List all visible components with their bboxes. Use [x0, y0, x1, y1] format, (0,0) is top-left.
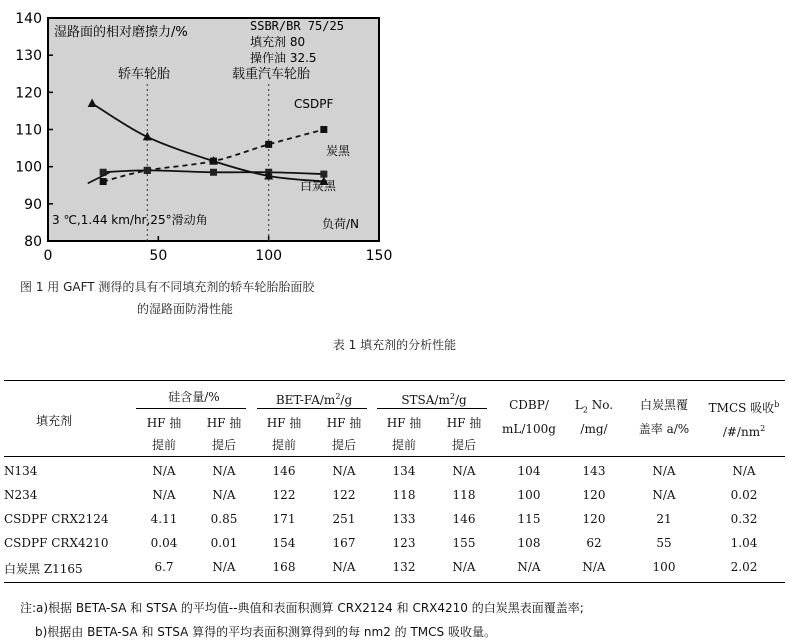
- row-label: CSDPF CRX2124: [4, 512, 109, 526]
- table-cell: 108: [517, 536, 541, 550]
- y-tick-label-110: 110: [15, 122, 42, 139]
- hf-after-2: 提后: [331, 438, 356, 452]
- table-cell: 104: [517, 464, 541, 478]
- table-bottom-rule: [4, 582, 785, 583]
- hf-label-2: HF 抽: [206, 416, 242, 430]
- hf-after-1: 提后: [211, 438, 236, 452]
- note-b: b)根据由 BETA-SA 和 STSA 算得的平均表面积测算得到的每 nm2 的 TMCS 吸收量。: [35, 625, 496, 639]
- figure: [0, 0, 400, 270]
- table-cell: 55: [656, 536, 672, 550]
- table-cell: 0.85: [210, 512, 238, 526]
- x-tick-label-50: 50: [149, 248, 168, 264]
- table-cell: 171: [272, 512, 296, 526]
- header-tmcs-2: $/\#/nm^2$: [722, 424, 766, 439]
- table-cell: 251: [332, 512, 356, 526]
- caption-line-1: 图 1 用 GAFT 测得的具有不同填充剂的轿车轮胎胎面胶: [20, 280, 315, 294]
- header-stsa: STSA/$m^2/g$: [401, 392, 467, 407]
- header-filler: 填充剂: [35, 414, 72, 428]
- car-tire-label: 轿车轮胎: [118, 67, 171, 82]
- x-tick-label-0: 0: [43, 248, 53, 264]
- table-cell: 155: [452, 536, 476, 550]
- table-cell: 0.04: [150, 536, 178, 550]
- hf-label-6: HF 抽: [446, 416, 482, 430]
- table-cell: 146: [272, 464, 296, 478]
- table-title: 表 1 填充剂的分析性能: [332, 338, 457, 352]
- note-a: 注:a)根据 BETA-SA 和 STSA 的平均值--典值和表面积测算 CRX2124 和 CRX4210 的白炭黑表面覆盖率;: [20, 601, 584, 615]
- table-cell: 0.32: [730, 512, 758, 526]
- table-cell: 1.04: [730, 536, 758, 550]
- friction-chart: [0, 0, 400, 270]
- series-1-point-1: [144, 167, 151, 174]
- table-cell: N/A: [732, 464, 756, 478]
- y-tick-label-140: 140: [15, 11, 42, 27]
- table-cell: 4.11: [150, 512, 178, 526]
- header-cover-2: 盖率 a/%: [638, 422, 690, 436]
- info-line-2: 填充剂 80: [250, 35, 306, 49]
- info-line-3: 操作油 32.5: [250, 51, 317, 65]
- table-notes: [20, 596, 789, 644]
- table-cell: N/A: [212, 488, 236, 502]
- table-cell: 167: [332, 536, 356, 550]
- x-tick-label-150: 150: [365, 248, 393, 264]
- table-cell: N/A: [212, 560, 236, 574]
- table-cell: N/A: [332, 560, 356, 574]
- table-cell: 122: [332, 488, 356, 502]
- row-label: CSDPF CRX4210: [4, 536, 109, 550]
- header-tmcs-1: TMCS 吸收$^b$: [708, 400, 780, 415]
- legend-silica: 白炭黑: [300, 179, 337, 193]
- series-0-point-3: [265, 141, 272, 148]
- table-cell: N/A: [517, 560, 541, 574]
- header-cover-1: 白炭黑覆: [639, 398, 688, 412]
- table-cell: 100: [517, 488, 541, 502]
- table-cell: 115: [517, 512, 541, 526]
- table-cell: 133: [392, 512, 416, 526]
- table-cell: 123: [392, 536, 416, 550]
- y-tick-label-80: 80: [24, 234, 42, 250]
- hf-label-5: HF 抽: [386, 416, 422, 430]
- table-cell: N/A: [212, 464, 236, 478]
- table-cell: 154: [272, 536, 296, 550]
- table-cell: 132: [392, 560, 416, 574]
- hf-before-1: 提前: [151, 438, 176, 452]
- hf-label-1: HF 抽: [146, 416, 182, 430]
- table-cell: 122: [272, 488, 296, 502]
- hf-before-2: 提前: [271, 438, 296, 452]
- series-0-point-4: [320, 126, 327, 133]
- table-cell: 100: [652, 560, 676, 574]
- table-cell: 118: [452, 488, 476, 502]
- table-cell: N/A: [152, 464, 176, 478]
- table-cell: 0.01: [210, 536, 238, 550]
- legend-carbon-black: 炭黑: [326, 144, 351, 158]
- y-tick-label-100: 100: [15, 159, 42, 176]
- header-l2-1: $L_2$ No.: [574, 398, 614, 415]
- caption-line-2: 的湿路面防滑性能: [137, 302, 234, 316]
- plot-title: 湿路面的相对磨擦力/%: [54, 25, 188, 40]
- table-cell: N/A: [652, 464, 676, 478]
- header-silicon: 硅含量/%: [168, 390, 220, 404]
- table-cell: 62: [586, 536, 602, 550]
- table-cell: N/A: [582, 560, 606, 574]
- legend-csdpf: CSDPF: [294, 97, 334, 111]
- truck-tire-label: 载重汽车轮胎: [232, 67, 311, 82]
- table-cell: 0.02: [730, 488, 758, 502]
- table-cell: 146: [452, 512, 476, 526]
- hf-label-4: HF 抽: [326, 416, 362, 430]
- table-cell: 6.7: [154, 560, 174, 574]
- hf-before-3: 提前: [391, 438, 416, 452]
- x-tick-label-100: 100: [255, 248, 283, 264]
- row-label: N234: [4, 488, 38, 502]
- figure-caption: [20, 276, 400, 320]
- table-cell: 134: [392, 464, 416, 478]
- y-tick-label-90: 90: [24, 196, 42, 213]
- header-cdbp-1: CDBP/: [509, 398, 549, 412]
- y-tick-label-120: 120: [15, 85, 42, 102]
- header-l2-2: /mg/: [580, 422, 608, 436]
- table-header-rule: [4, 456, 785, 457]
- table-cell: N/A: [152, 488, 176, 502]
- table-cell: N/A: [332, 464, 356, 478]
- x-axis-label: 负荷/N: [322, 217, 360, 231]
- table-cell: N/A: [452, 560, 476, 574]
- header-bet: BET-$FA/m^2/g$: [275, 392, 353, 407]
- hf-after-3: 提后: [451, 438, 476, 452]
- hf-label-3: HF 抽: [266, 416, 302, 430]
- table-cell: 21: [656, 512, 672, 526]
- table-cell: 118: [392, 488, 416, 502]
- header-cdbp-2: mL/100g: [502, 422, 556, 436]
- series-0-point-0: [100, 178, 107, 185]
- row-label: 白炭黑 Z1165: [4, 562, 83, 576]
- table-cell: N/A: [452, 464, 476, 478]
- table-cell: 2.02: [730, 560, 758, 574]
- y-tick-label-130: 130: [15, 48, 42, 65]
- series-1-point-2: [210, 169, 217, 176]
- plot-area: [48, 18, 379, 241]
- info-line-1: SSBR/BR 75/25: [250, 19, 344, 33]
- table-cell: 120: [582, 488, 606, 502]
- table-cell: N/A: [652, 488, 676, 502]
- table-top-rule: [4, 380, 785, 381]
- table-cell: 120: [582, 512, 606, 526]
- table-cell: 168: [272, 560, 296, 574]
- row-label: N134: [4, 464, 38, 478]
- table-cell: 143: [582, 464, 606, 478]
- conditions-label: 3 ℃,1.44 km/hr,25°滑动角: [52, 213, 208, 227]
